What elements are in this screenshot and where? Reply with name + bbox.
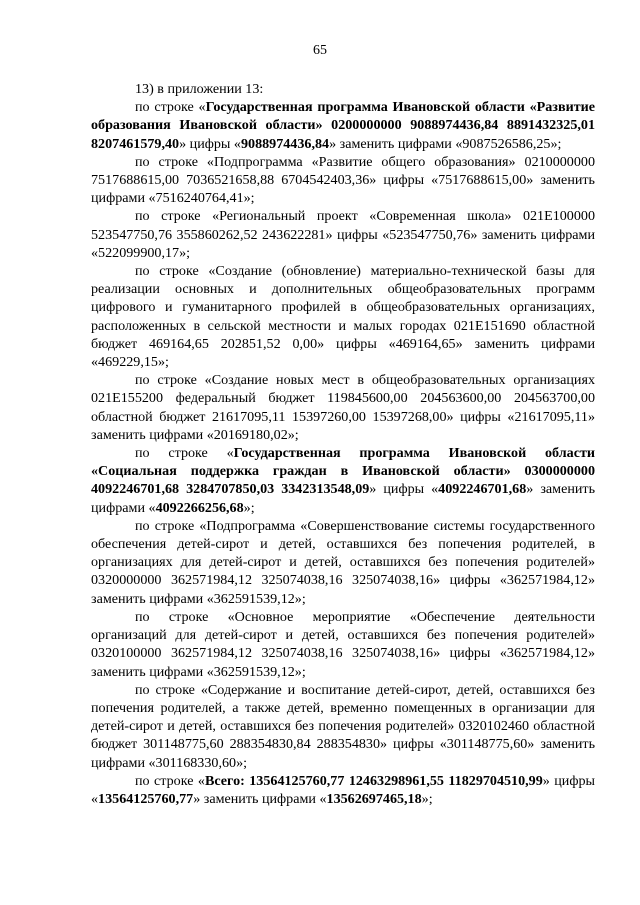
- amendment-paragraph: [91, 207, 595, 262]
- page-number: 65: [313, 43, 327, 58]
- text-run: по строке «Содержание и воспитание детей-сирот, детей, оставшихся без попечения родителей, а также детей, временно помещенных в организации для детей-сирот и детей, оставшихся без попечения родителей» 0320102460 областной бюджет 301148775,60 288354830,84 288354830» цифры «301148775,60» заменить цифрами «301168330,60»;: [91, 681, 595, 771]
- text-run: по строке «Подпрограмма «Развитие общего образования» 0210000000 7517688615,00 7036521658,88 6704542403,36» цифры «7517688615,00» заменить цифрами «7516240764,41»;: [91, 153, 595, 207]
- bold-text: 9088974436,84: [240, 135, 330, 152]
- text-run: » цифры «: [179, 135, 241, 152]
- text-run: по строке «Подпрограмма «Совершенствование системы государственного обеспечения детей-сирот и детей, оставшихся без попечения родителей, в организациях для детей-сирот и детей, оставшихся без попечения родителей» 0320000000 362571984,12 325074038,16 325074038,16» цифры «362571984,12» заменить цифрами «362591539,12»;: [91, 517, 595, 607]
- amendment-paragraph: [91, 681, 595, 772]
- text-run: » цифры «: [91, 772, 595, 807]
- text-run: по строке «Создание новых мест в общеобразовательных организациях 021E155200 федеральный бюджет 119845600,00 204563600,00 204563700,00 областной бюджет 21617095,11 15397260,00 15397268,00» цифры «21617095,11» заменить цифрами «20169180,02»;: [91, 372, 595, 443]
- text-run: »;: [421, 790, 433, 807]
- bold-text: 13562697465,18: [326, 790, 422, 807]
- text-run: по строке «: [135, 99, 206, 116]
- bold-text: Государственная программа Ивановской области «Социальная поддержка граждан в Ивановской области» 0300000000 4092246701,68 3284707850,03 3342313548,09: [91, 445, 595, 498]
- text-run: по строке «: [135, 772, 205, 789]
- text-run: »;: [243, 499, 255, 516]
- text-run: » заменить цифрами «: [193, 790, 327, 807]
- bold-text: 4092246701,68: [438, 481, 527, 498]
- bold-text: Государственная программа Ивановской области «Развитие образования Ивановской области» 0200000000 9088974436,84 8891432325,01 8207461579,40: [91, 99, 596, 152]
- text-run: по строке «: [135, 445, 234, 462]
- amendment-list: [91, 98, 595, 808]
- text-run: по строке «Основное мероприятие «Обеспечение деятельности организаций для детей-сирот и детей, оставшихся без попечения родителей» 0320100000 362571984,12 325074038,16 325074038,16» цифры «362571984,12» заменить цифрами «362591539,12»;: [91, 608, 595, 680]
- bold-text: 13564125760,77: [98, 790, 194, 807]
- document-body: [91, 80, 595, 808]
- amendment-paragraph: [91, 262, 595, 371]
- text-run: по строке «Региональный проект «Современная школа» 021E100000 523547750,76 355860262,52 243622281» цифры «523547750,76» заменить цифрами «522099900,17»;: [91, 208, 595, 261]
- amendment-paragraph: [91, 98, 595, 153]
- text-run: » заменить цифрами «9087526586,25»;: [329, 135, 562, 152]
- amendment-paragraph: [91, 371, 595, 444]
- amendment-paragraph: [91, 517, 595, 608]
- amendment-paragraph: [91, 772, 595, 808]
- item-heading: 13) в приложении 13:: [135, 81, 264, 97]
- bold-text: 4092266256,68: [155, 499, 244, 516]
- text-run: по строке «Создание (обновление) материально-технической базы для реализации основных и дополнительных общеобразовательных программ цифрового и гуманитарного профилей в общеобразовательных организациях, расположенных в сельской местности и малых городах 021E151690 областной бюджет 469164,65 202851,52 0,00» цифры «469164,65» заменить цифрами «469229,15»;: [91, 263, 595, 371]
- amendment-paragraph: [91, 608, 595, 681]
- bold-text: Всего: 13564125760,77 12463298961,55 11829704510,99: [204, 772, 543, 789]
- amendment-paragraph: [91, 444, 595, 517]
- amendment-paragraph: [91, 153, 595, 208]
- text-run: » заменить цифрами «: [91, 481, 595, 516]
- text-run: » цифры «: [369, 481, 439, 498]
